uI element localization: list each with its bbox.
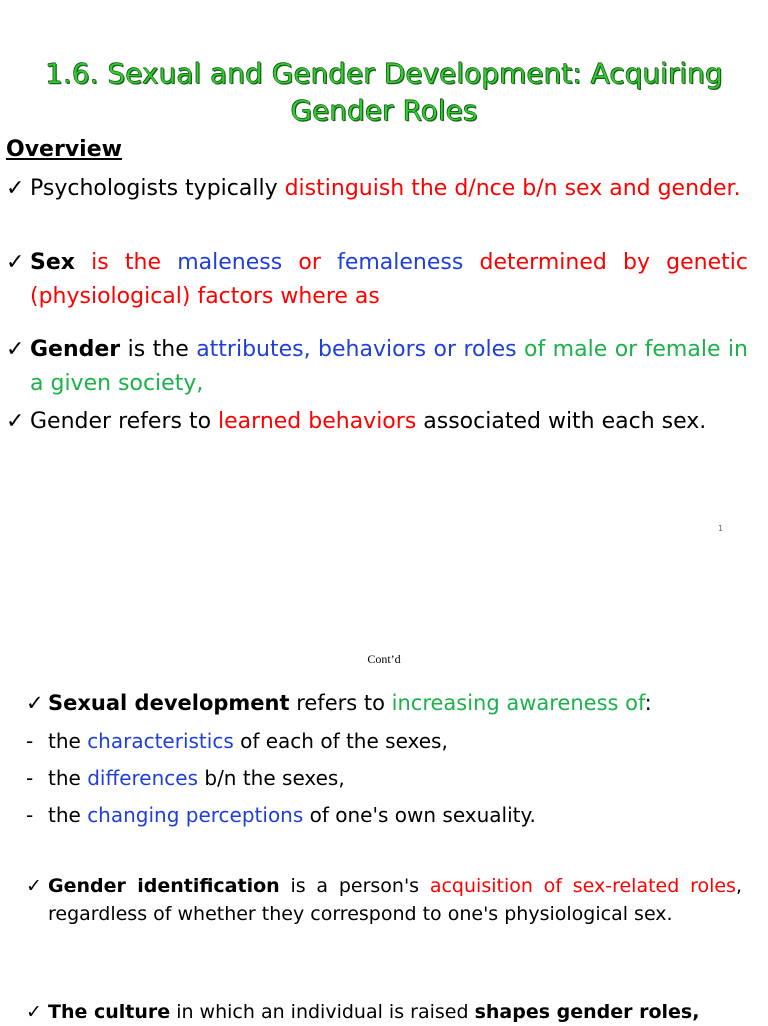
bullet-gender-identification: ✓ Gender identification is a person's acquisition of sex-related roles, regardless of whether they correspond to one's physiological sex. [26,872,742,928]
slide-title: 1.6. Sexual and Gender Development: Acquiring Gender Roles [45,57,723,127]
page-number: 1 [718,524,724,533]
slide-2 [0,640,768,1024]
overview-heading: Overview [6,137,122,162]
checkmark-icon: ✓ [6,337,25,362]
bullet-gender-definition: ✓ Gender is the attributes, behaviors or roles of male or female in a given society, [6,333,748,401]
checkmark-icon: ✓ [26,875,42,897]
contd-heading: Cont’d [367,652,401,666]
checkmark-icon: ✓ [6,250,25,275]
checkmark-icon: ✓ [26,1001,42,1023]
bullet-sex-definition: ✓ Sex is the maleness or femaleness determined by genetic (physiological) factors where as [6,246,748,314]
bullet-psychologists: ✓ Psychologists typically distinguish the d/nce b/n sex and gender. [6,172,748,206]
checkmark-icon: ✓ [6,176,25,201]
checkmark-icon: ✓ [6,409,25,434]
list-item: - the differences b/n the sexes, [26,766,345,790]
list-item: - the characteristics of each of the sexes, [26,729,448,753]
bullet-sexual-development: ✓ Sexual development refers to increasing awareness of: [26,685,742,722]
checkmark-icon: ✓ [26,691,44,715]
list-item: - the changing perceptions of one's own sexuality. [26,803,536,827]
bullet-culture: ✓ The culture in which an individual is raised shapes gender roles, [26,998,742,1026]
bullet-gender-learned: ✓ Gender refers to learned behaviors associated with each sex. [6,405,748,439]
